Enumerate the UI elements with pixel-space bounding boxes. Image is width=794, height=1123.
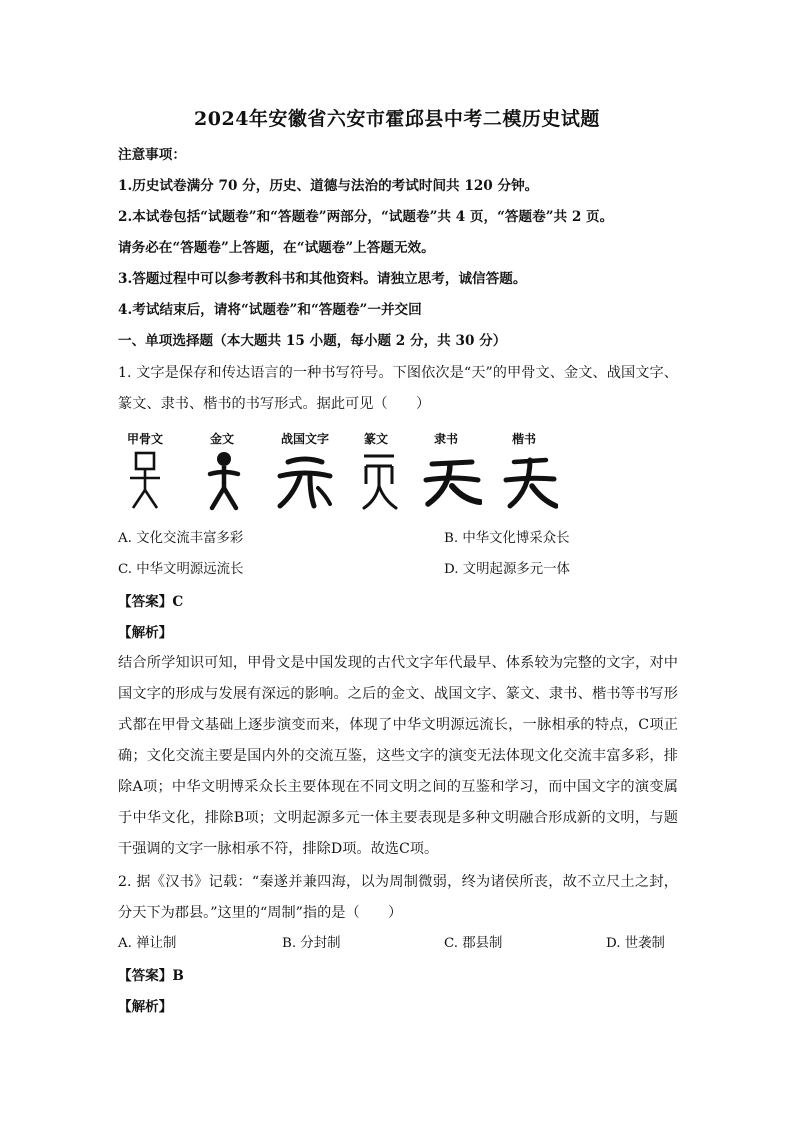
question-1-option-b: B. 中华文化博采众长 — [444, 531, 570, 546]
notes-heading: 注意事项： — [118, 147, 186, 163]
question-2-option-b: B. 分封制 — [282, 936, 341, 951]
question-2-answer: 【答案】B — [118, 968, 184, 984]
figure-column — [502, 430, 546, 447]
note-item: 2.本试卷包括“试题卷”和“答题卷”两部分，“试题卷”共 4 页，“答题卷”共 2 页。 — [118, 209, 614, 225]
note-item: 1.历史试卷满分 70 分，历史、道德与法治的考试时间共 120 分钟。 — [118, 178, 539, 194]
figure-label: 隶书 — [433, 432, 458, 446]
question-1-analysis-heading: 【解析】 — [118, 625, 173, 641]
figure-label: 楷书 — [511, 432, 536, 446]
question-2-analysis-heading: 【解析】 — [118, 999, 173, 1015]
question-2-option-a: A. 禅让制 — [118, 936, 177, 951]
question-2-option-d: D. 世袭制 — [606, 936, 665, 951]
note-item: 请务必在“答题卷”上答题，在“试题卷”上答题无效。 — [118, 240, 435, 256]
figure-column — [424, 430, 468, 447]
question-1-answer: 【答案】C — [118, 594, 184, 610]
question-1-analysis: 结合所学知识可知，甲骨文是中国发现的古代文字年代最早、体系较为完整的文字，对中国文字的形成与发展有深远的影响。之后的金文、战国文字、篆文、隶书、楷书等书写形式都在甲骨文基础上逐步演变而来，体现了中华文明源远流长，一脉相承的特点，C项正确；文化交流主要是国内外的交流互鉴，这些文字的演变无法体现文化交流丰富多彩，排除A项；中华文明博采众长主要体现在不同文明之间的互鉴和学习，而中国文字的演变属于中华文化，排除B项；文明起源多元一体主要表现是多种文明融合形成新的文明，与题干强调的文字一脉相承不符，排除D项。故选C项。 — [118, 655, 678, 857]
question-1-option-c: C. 中华文明源远流长 — [118, 562, 244, 577]
question-1-option-a: A. 文化交流丰富多彩 — [118, 531, 244, 546]
tian-script-figure — [118, 430, 578, 516]
figure-label: 甲骨文 — [126, 432, 163, 446]
figure-label: 战国文字 — [280, 432, 329, 446]
page-title: 2024年安徽省六安市霍邱县中考二模历史试题 — [194, 108, 600, 130]
note-item: 3.答题过程中可以参考教科书和其他资料。请独立思考，诚信答题。 — [118, 271, 527, 287]
figure-column — [118, 430, 172, 447]
question-1-stem: 1. 文字是保存和传达语言的一种书写符号。下图依次是“天”的甲骨文、金文、战国文字、篆文、隶书、楷书的书写形式。据此可见（ ） — [118, 365, 678, 412]
figure-label: 篆文 — [363, 432, 388, 446]
clerical-script-glyph — [422, 450, 482, 512]
regular-script-glyph — [502, 450, 558, 512]
figure-column — [200, 430, 244, 447]
note-item: 4.考试结束后，请将“试题卷”和“答题卷”一并交回 — [118, 302, 422, 318]
figure-label: 金文 — [209, 432, 234, 446]
seal-script-glyph — [356, 450, 402, 512]
warring-states-glyph — [274, 450, 336, 512]
figure-column — [268, 430, 342, 447]
figure-column — [354, 430, 398, 447]
question-2-option-c: C. 郡县制 — [444, 936, 503, 951]
bronze-glyph — [204, 450, 244, 512]
oracle-bone-glyph — [126, 450, 166, 512]
section-heading: 一、单项选择题（本大题共 15 小题，每小题 2 分，共 30 分） — [118, 333, 507, 349]
question-2-stem: 2. 据《汉书》记载：“秦遂并兼四海，以为周制微弱，终为诸侯所丧，故不立尺土之封，分天下为郡县。”这里的“周制”指的是（ ） — [118, 874, 678, 921]
question-1-option-d: D. 文明起源多元一体 — [444, 562, 570, 577]
